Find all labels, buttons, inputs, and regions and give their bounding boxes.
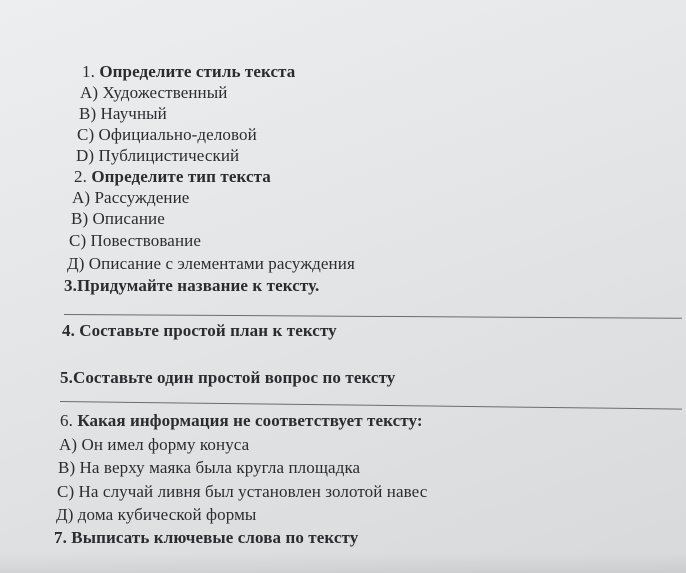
q1-option-b: В) Научный — [79, 104, 167, 123]
question-5: 5.Составьте один простой вопрос по тексту — [60, 368, 396, 387]
question-2-title: Определите тип текста — [91, 167, 271, 186]
q2-option-d: Д) Описание с элементами расуждения — [67, 254, 355, 273]
question-6-title: Какая информация не соответствует тексту: — [77, 411, 423, 430]
question-2-number: 2. — [74, 167, 87, 186]
question-6-heading — [60, 411, 423, 431]
question-1-title: Определите стиль текста — [99, 62, 296, 81]
question-1-number: 1. — [82, 62, 95, 81]
question-2-heading — [74, 167, 271, 187]
q6-option-a: А) Он имел форму конуса — [59, 435, 250, 454]
q1-option-a: А) Художественный — [80, 83, 228, 102]
q2-option-c: С) Повествование — [69, 231, 201, 250]
page-edge-shadow — [0, 553, 686, 573]
answer-line-q3 — [64, 314, 682, 319]
q1-option-c: С) Официально-деловой — [77, 125, 257, 144]
question-4: 4. Составьте простой план к тексту — [62, 321, 337, 340]
q6-option-b: В) На верху маяка была кругла площадка — [58, 458, 361, 477]
q2-option-a: А) Рассуждение — [72, 188, 190, 207]
q6-option-d: Д) дома кубической формы — [56, 505, 257, 524]
question-3: 3.Придумайте название к тексту. — [64, 276, 320, 295]
question-6-number: 6. — [60, 411, 73, 430]
question-1-heading — [82, 62, 295, 82]
question-7: 7. Выписать ключевые слова по тексту — [54, 528, 359, 547]
q2-option-b: В) Описание — [71, 209, 165, 228]
q1-option-d: D) Публицистический — [76, 146, 240, 165]
q6-option-c: С) На случай ливня был установлен золотой навес — [57, 482, 428, 501]
answer-line-q5 — [60, 401, 682, 410]
